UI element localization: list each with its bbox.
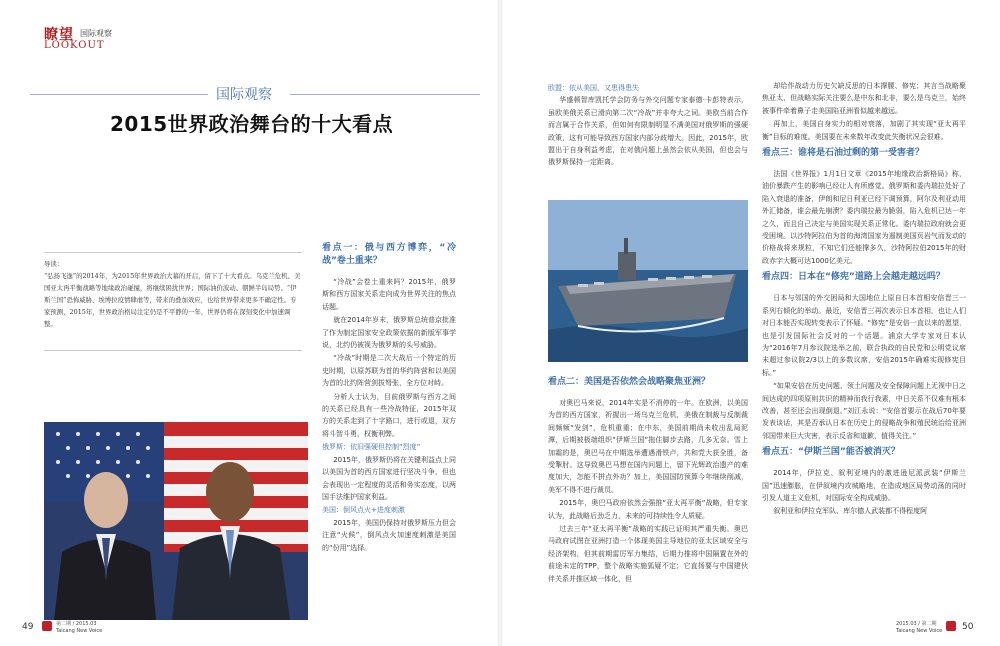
issue-info-left: 第二期 / 2015.03 xyxy=(56,621,97,627)
heading-point-one: 看点一：俄与西方博弈，“冷战”卷土重来？ xyxy=(322,243,456,266)
left-page-column xyxy=(322,238,456,555)
title-rule-right xyxy=(290,94,480,95)
intro-rule-top xyxy=(44,252,302,253)
paragraph: 对奥巴马来说，2014年实是不消停的一年。在欧洲，以美国为首的西方国家，祈握出一场乌克兰危机，美俄在制裁与反制裁间频频“发剑”，危机重重；在中东，美国前期尚未收出乱局泥潭，后期被极端组织“伊斯兰国”拖住脚步去路，几多无奈。雪上加霜的是，奥巴马在中期选举遭遇滑铁卢，共和党大获全胜，备受掣肘。这导致奥巴马想在国内问题上，留下光辉政治遗产的难度加大，怎能不拼点外功？加上，美国国防预算今年继续削减，美军不得不进行裁员。 xyxy=(548,399,748,494)
right-column-two xyxy=(762,80,966,519)
article-section-tag: 国际观察 xyxy=(216,87,272,103)
paragraph: 日本与邻国的外交困局和大国地位上原自日本首相安倍晋三一系列右倾化的举动。最近，安倍晋三再次表示日本首相，也让人们对日本能否实现转变表示了怀疑。“修宪”是安倍一直以来的愿望，也是引发国际社会反对的一个话题。浦京大学专家对日本认为“2016年7月参议院选举之前，联合执政的自民党和公明党议席未超过参议院2/3以上的多数议席，安倍2015年确难实现修宪目标。” xyxy=(762,294,966,377)
magazine-logo-icon xyxy=(42,621,52,631)
right-page xyxy=(500,0,1000,646)
issue-info-right: 2015.03 / 第二期 xyxy=(896,621,937,627)
paragraph: 叙利亚和伊拉克军队、库尔德人武装都不得程度阿 xyxy=(773,507,928,516)
magazine-name-right: Taicang New Voice xyxy=(896,628,943,634)
paragraph: 却给作战动力历史欠缺反思的日本撑腰、修宪；其言当战略聚焦亚太，但战略实际关注要么是中东和北非，要么是乌克兰，始终被事件牵着鼻子走美国陷亚洲看似越来越远。 xyxy=(762,82,966,115)
paragraph: 法国《世界报》1月1日文章《2015年地缘政治新格局》称，油价暴跌产生的影响已经让人有所感觉。俄罗斯和委内瑞拉处好了陷入衰退的准备，伊朗和尼日利亚已经下调预算，阿尔及利亚动用外汇储备，谁会最先崩溃？委内瑞拉最为脆弱，陷入危机已达一年之久，而且自己决定与美国实现关系正常化。委内瑞拉政府就会更受困境。以沙特阿拉伯为首的海湾国家为遏制美国页岩气而发动的价格战将来规粒，不知它们还能撑多久，沙特阿拉伯2015年的财政赤字大概可达1000亿美元。 xyxy=(762,170,966,265)
subheading-usa: 美国：倒风点火+进度刺激 xyxy=(322,506,405,515)
magazine-section-subtitle: 国际观察 xyxy=(80,29,112,38)
heading-point-five: 看点五：“伊斯兰国”能否被消灭？ xyxy=(762,447,900,458)
paragraph: 分析人士认为，目前俄罗斯与西方之间的关系已经具有一些冷战特征，2015年双方的关系走到了十字路口，进行或退，双方将斗智斗勇，权衡利弊。 xyxy=(322,392,456,438)
magazine-logo-icon xyxy=(946,621,956,631)
paragraph: 2015年，奥巴马政府依然会强推“亚太再平衡”战略，但专家认为，此战略后劲乏力，未来的可持续性令人质疑。 xyxy=(548,499,748,520)
intro-label: 导读： xyxy=(44,260,64,268)
article-title: 2015世界政治舞台的十大看点 xyxy=(110,112,394,136)
paragraph: 再加上，美国自身实力的相对衰落，加剧了其实现“亚太再平衡”目标的难度。美国要在未来数年改变此失衡状况会很难。 xyxy=(762,120,966,141)
paragraph: “冷战”时期是二次大战后一个特定的历史时期，以原苏联为首的华约阵营和以美国为首的北约阵营剑拔弩张，全方位对峙。 xyxy=(322,354,456,388)
paragraph: 2014年，伊拉克、叙利亚境内的激进逊尼派武装“伊斯兰国”迅速膨胀，在伊叙境内攻城略地，在造成地区局势动荡的同时引发人道主义危机，对国际安全构成威胁。 xyxy=(762,469,966,502)
paragraph: “冷战”会卷土重来吗？2015年，俄罗斯和西方国家关系走向成为世界关注的焦点话题。 xyxy=(322,278,456,311)
heading-point-four: 看点四：日本在“修宪”道路上会越走越远吗？ xyxy=(762,272,945,283)
paragraph: 就在2014年岁末，俄罗斯总统普京批准了作为制定国家安全政策依据的新版军事学说，北约仍被视为俄罗斯的头号威胁。 xyxy=(322,316,457,350)
intro-rule-bottom xyxy=(44,350,302,351)
article-intro xyxy=(44,258,302,330)
title-rule-left xyxy=(30,94,208,95)
right-column-one-bottom xyxy=(548,372,748,586)
right-column-one-top xyxy=(548,82,748,170)
subheading-eu: 欧盟：依从美国，又患得患失 xyxy=(548,84,639,92)
heading-point-two: 看点二：美国是否依然会战略聚焦亚洲？ xyxy=(548,377,711,387)
subheading-russia: 俄罗斯：依旧强硬但控制“烈度” xyxy=(322,443,421,452)
paragraph: 华盛顿智库凯托学会防务与外交问题专家泰德·卡彭特表示，虽欧美俄关系已滑向第二次“冷战”并非夸大之词。美欧当前合作而言属于合作关系，但如何有限制明显不满美国对俄罗斯的强硬政策，这有可能导致西方国家内部分歧增大。因此，2015年，欧盟出于自身利益考虑，在对俄问题上虽然会依从美国，但也会与俄罗斯保持一定距离。 xyxy=(548,96,748,167)
magazine-section-english: LOOKOUT xyxy=(44,40,105,51)
paragraph: 过去三年“亚太再平衡”战略的实践已证明其严重失衡。奥巴马政府试图在亚洲打造一个体现美国主导地位的亚太区域安全与经济架构，但其前期雷厉军力集结，后期力推将中国隔置在外的前途未定的TPP，整个战略实施狐疑不定；它直扬要与中国建伙伴关系并推区域一体化，但 xyxy=(548,525,748,583)
magazine-name-left: Taicang New Voice xyxy=(56,628,103,634)
page-number-right: 50 xyxy=(962,622,974,632)
two-leaders-with-us-flag-photo xyxy=(44,422,308,620)
intro-text: “弘扬飞逸”的2014年，为2015年世界政治大幕的开启，留下了十大看点。乌克兰危机、美国亚太再平衡战略等地缘政治碰撞，将继续困扰世界；国际油价波动、朝鲜半岛局势、“伊斯兰国”恐怖威胁、埃博拉疫情肆虐等，带来的叠加效应，也给世界带来更多不确定性。专家预测，2015年，世界政治格局注定仍是不平静的一年，世界仍将在深刻变化中加速调整。 xyxy=(44,272,301,328)
paragraph: “如果安倍在历史问题、领土问题及安全保障问题上无视中日之间达成的四项原则共识的精神而我行我素，中日关系不仅难有根本改善，甚至还会出现倒退。”刘江永说：“安倍首要示在战后70年要发表谈话，其是否承认日本在历史上的侵略战争和殖民统治给亚洲邻国带来巨大灾害，表示反省和道歉，值得关注。” xyxy=(762,382,966,440)
paragraph: 2015年，俄罗斯仍将在关键利益点上同以美国为首的西方国家进行坚决斗争，但也会表现出一定程度的灵活和务实态度，以两国手法维护国家利益。 xyxy=(322,455,457,501)
paragraph: 2015年，美国仍保持对俄罗斯压力但会注意“火候”，倒风点火加速度刺激是美国的“份用”选择。 xyxy=(322,518,457,552)
heading-point-three: 看点三：谁将是石油过剩的第一受害者？ xyxy=(762,148,925,159)
page-number-left: 49 xyxy=(22,622,34,632)
magazine-section-title: 瞭望 xyxy=(44,27,74,43)
aircraft-carrier-at-sea-photo xyxy=(548,200,748,362)
